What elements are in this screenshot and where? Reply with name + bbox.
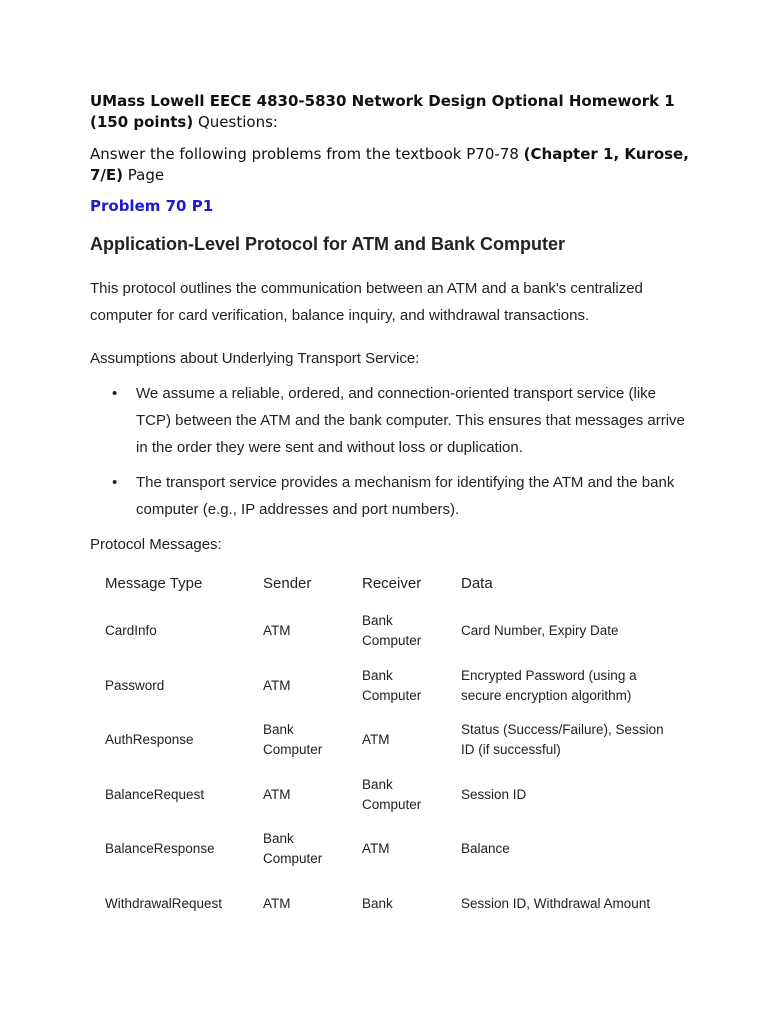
cell-data: Encrypted Password (using a secure encryption algorithm) [461,667,637,703]
protocol-messages-table [90,562,671,931]
cell-message-type: BalanceRequest [105,786,205,802]
cell-receiver: Bank Computer [362,776,422,812]
section-title: Application-Level Protocol for ATM and Bank Computer [90,234,566,254]
table-row [90,877,671,932]
cell-receiver: ATM [362,841,390,857]
cell-sender: ATM [263,786,291,802]
cell-sender: ATM [263,623,291,639]
list-item-text: We assume a reliable, ordered, and connection-oriented transport service (like TCP) between the ATM and the bank computer. This ensures that messages arrive in the order they were sent and without loss or duplication. [136,385,685,456]
title-suffix-text: Questions: [193,113,278,131]
list-item-text: The transport service provides a mechanism for identifying the ATM and the bank computer (e.g., IP addresses and port numbers). [136,474,675,518]
column-header-sender: Sender [263,574,312,592]
column-header-message-type: Message Type [105,574,203,592]
cell-message-type: Password [105,677,165,693]
assumptions-heading: Assumptions about Underlying Transport Service: [90,350,420,367]
table-row [90,768,671,823]
table-header-row [90,562,671,604]
list-item [90,380,690,461]
cell-message-type: WithdrawalRequest [105,895,223,911]
instruction-prefix-text: Answer the following problems from the textbook P70-78 [90,145,524,163]
cell-message-type: BalanceResponse [105,841,215,857]
cell-data: Balance [461,841,510,857]
intro-paragraph: This protocol outlines the communication between an ATM and a bank's centralized computer for card verification, balance inquiry, and withdrawal transactions. [90,280,643,324]
assumptions-list [90,380,690,531]
cell-sender: Bank Computer [263,831,323,867]
cell-receiver: Bank Computer [362,613,422,649]
bullet-marker: • [112,474,118,491]
cell-data: Session ID [461,786,527,802]
cell-receiver: Bank Computer [362,667,422,703]
cell-sender: ATM [263,677,291,693]
bullet-marker: • [112,385,118,402]
cell-sender: ATM [263,895,291,911]
instruction-line [90,144,690,186]
instruction-bold-text: (Chapter 1, Kurose, 7/E) [90,145,689,184]
table-row [90,659,671,714]
table-row [90,713,671,768]
table-row [90,604,671,659]
cell-sender: Bank Computer [263,722,323,758]
title-bold-text: UMass Lowell EECE 4830-5830 Network Design Optional Homework 1 (150 points) [90,92,675,131]
cell-receiver: ATM [362,732,390,748]
column-header-data: Data [461,574,493,592]
list-item [90,469,690,523]
instruction-suffix-text: Page [123,166,165,184]
cell-message-type: AuthResponse [105,732,194,748]
problem-label: Problem 70 P1 [90,197,214,215]
cell-data: Status (Success/Failure), Session ID (if successful) [461,722,664,758]
table-row [90,822,671,877]
cell-data: Card Number, Expiry Date [461,623,619,639]
column-header-receiver: Receiver [362,574,422,592]
document-title [90,91,690,133]
messages-heading: Protocol Messages: [90,536,222,553]
cell-message-type: CardInfo [105,623,157,639]
cell-data: Session ID, Withdrawal Amount [461,895,651,911]
cell-receiver: Bank [362,895,393,911]
